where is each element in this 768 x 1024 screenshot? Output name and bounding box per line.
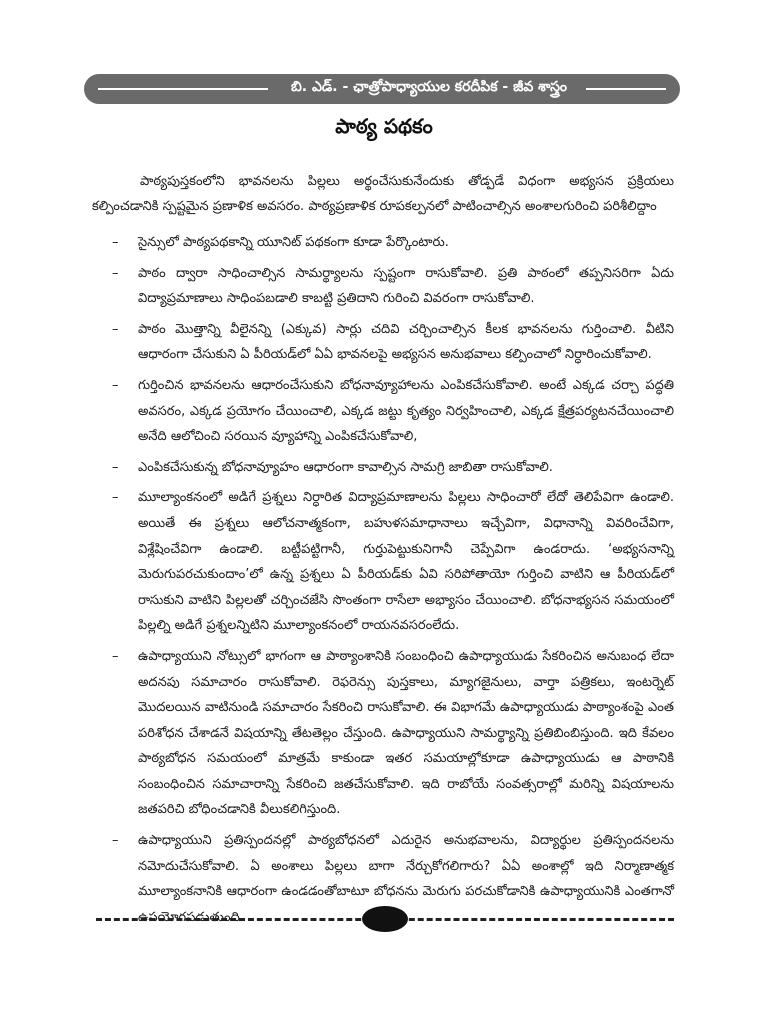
list-item: [92, 317, 674, 368]
page-title: పాఠ్య పథకం: [335, 114, 433, 138]
list-item: [92, 373, 674, 450]
list-item-text: ఉపాధ్యాయుని నోట్సులో భాగంగా ఆ పాఠ్యాంశానికి సంబంధించి ఉపాధ్యాయుడు సేకరించిన అనుబంధ లేదా అదనపు సమాచారం రాసుకోవాలి. రెఫరెన్సు పుస్తకాలు, మ్యాగజైనులు, వార్తా పత్రికలు, ఇంటర్నెట్ మొదలయిన వాటినుండి సమాచారం సేకరించి రాసుకోవాలి. ఈ విభాగమే ఉపాధ్యాయుడు పాఠ్యాంశంపై ఎంత పరిశోధన చేశాడనే విషయాన్ని తేటతెల్లం చేస్తుంది. ఉపాధ్యాయుని సామర్థ్యాన్ని ప్రతిబింబిస్తుంది. ఇది కేవలం పాఠ్యబోధన సమయంలో మాత్రమే కాకుండా ఇతర సమయాల్లోకూడా ఉపాధ్యాయుడు ఆ పాఠానికి సంబంధించిన సమాచారాన్ని సేకరించి జతచేసుకోవాలి. ఇది రాబోయే సంవత్సరాల్లో మరిన్ని విషయాలను జతపరిచి బోధించడానికి వీలుకలిగిస్తుంది.: [138, 648, 674, 818]
bullet-dash: –: [112, 833, 119, 849]
bullet-dash: –: [112, 377, 119, 393]
list-item: [92, 644, 674, 823]
intro-paragraph: పాఠ్యపుస్తకంలోని భావనలను పిల్లలు అర్థంచేసుకునేందుకు తోడ్పడే విధంగా అభ్యసన ప్రక్రియలు కల్పించడానికి స్పష్టమైన ప్రణాళిక అవసరం. పాఠ్యప్రణాళిక రూపకల్పనలో పాటించాల్సిన అంశాలగురించి పరిశీలిద్దాం: [92, 174, 674, 214]
list-item-text: ఉపాధ్యాయుని ప్రతిస్పందనల్లో పాఠ్యబోధనలో ఎదురైన అనుభవాలను, విద్యార్థుల ప్రతిస్పందనలను నమోదుచేసుకోవాలి. ఏ అంశాలు పిల్లలు బాగా నేర్చుకోగలిగారు? ఏఏ అంశాల్లో ఇది నిర్మాణాత్మక మూల్యాంకనానికి ఆధారంగా ఉండడంతోబాటూ బోధనను మెరుగు పరచుకోడానికి ఉపాధ్యాయునికి ఎంతగానో ఉపయోగపడుతుంది.: [138, 833, 674, 925]
header-title: బి. ఎడ్. - ఛాత్రోపాధ్యాయుల కరదీపిక - జీవ శాస్త్రం: [290, 79, 567, 95]
bullet-dash: –: [112, 490, 119, 506]
list-item-text: గుర్తించిన భావనలను ఆధారంచేసుకుని బోధనావ్యూహాలను ఎంపికచేసుకోవాలి. అంటే ఎక్కడ చర్చా పద్ధతి అవసరం, ఎక్కడ ప్రయోగం చేయించాలి, ఎక్కడ జట్టు కృత్యం నిర్వహించాలి, ఎక్కడ క్షేత్రపర్యటనచేయించాలి అనేది ఆలోచించి సరయిన వ్యూహాన్ని ఎంపికచేసుకోవాలి,: [138, 377, 674, 445]
header-rule-right: [586, 88, 666, 90]
list-item-text: పాఠం ద్వారా సాధించాల్సిన సామర్థ్యాలను స్పష్టంగా రాసుకోవాలి. ప్రతి పాఠంలో తప్పనిసరిగా ఏదు విద్యాప్రమాణాలు సాధింపబడాలి కాబట్టి ప్రతిదాని గురించి వివరంగా రాసుకోవాలి.: [138, 265, 674, 307]
running-header: [84, 74, 680, 104]
list-item-text: మూల్యాంకనంలో అడిగే ప్రశ్నలు నిర్ధారిత విద్యాప్రమాణాలను పిల్లలు సాధించారో లేదో తెలిపేవిగా ఉండాలి. అయితే ఈ ప్రశ్నలు ఆలోచనాత్మకంగా, బహుళసమాధానాలు ఇచ్చేవిగా, విధానాన్ని వివరించేవిగా, విశ్లేషించేవిగా ఉండాలి. బట్టీపట్టిగానీ, గుర్తుపెట్టుకునిగానీ చెప్పేవిగా ఉండరాదు. ‘అభ్యసనాన్ని మెరుగుపరచుకుందాం’లో ఉన్న ప్రశ్నలు ఏ పీరియడ్‌కు ఏవి సరిపోతాయో గుర్తించి వాటిని ఆ పీరియడ్‌లో రాసుకుని వాటిని పిల్లలతో చర్చించజేసి సొంతంగా రాసేలా అభ్యాసం చేయించాలి. బోధనాభ్యసన సమయంలో పిల్లల్ని అడిగే ప్రశ్నలన్నిటిని మూల్యాంకనంలో రాయనవసరంలేదు.: [138, 490, 674, 634]
bullet-list: [92, 230, 674, 935]
bullet-dash: –: [112, 235, 119, 250]
bullet-dash: –: [112, 321, 119, 337]
bullet-dash: –: [112, 265, 119, 281]
page-number-oval: [362, 906, 408, 932]
bullet-dash: –: [112, 648, 119, 664]
bullet-dash: –: [112, 459, 119, 475]
list-item-text: పాఠం మొత్తాన్ని వీలైనన్ని (ఎక్కువ) సార్లు చదివి చర్చించాల్సిన కీలక భావనలను గుర్తించాలి. వీటిని ఆధారంగా చేసుకుని ఏ పీరియడ్‌లో ఏఏ భావనలపై అభ్యసన అనుభవాలు కల్పించాలో నిర్ధారించుకోవాలి.: [138, 321, 674, 363]
list-item-text: ఎంపికచేసుకున్న బోధనావ్యూహం ఆధారంగా కావాల్సిన సామగ్రి జాబితా రాసుకోవాలి.: [138, 459, 553, 475]
header-rule-left: [98, 88, 268, 90]
list-item: [92, 261, 674, 312]
list-item: [92, 485, 674, 639]
list-item-text: సైన్సులో పాఠ్యపథకాన్ని యూనిట్ పథకంగా కూడా పేర్కొంటారు.: [138, 235, 449, 250]
list-item: [92, 230, 674, 256]
list-item: [92, 455, 674, 481]
